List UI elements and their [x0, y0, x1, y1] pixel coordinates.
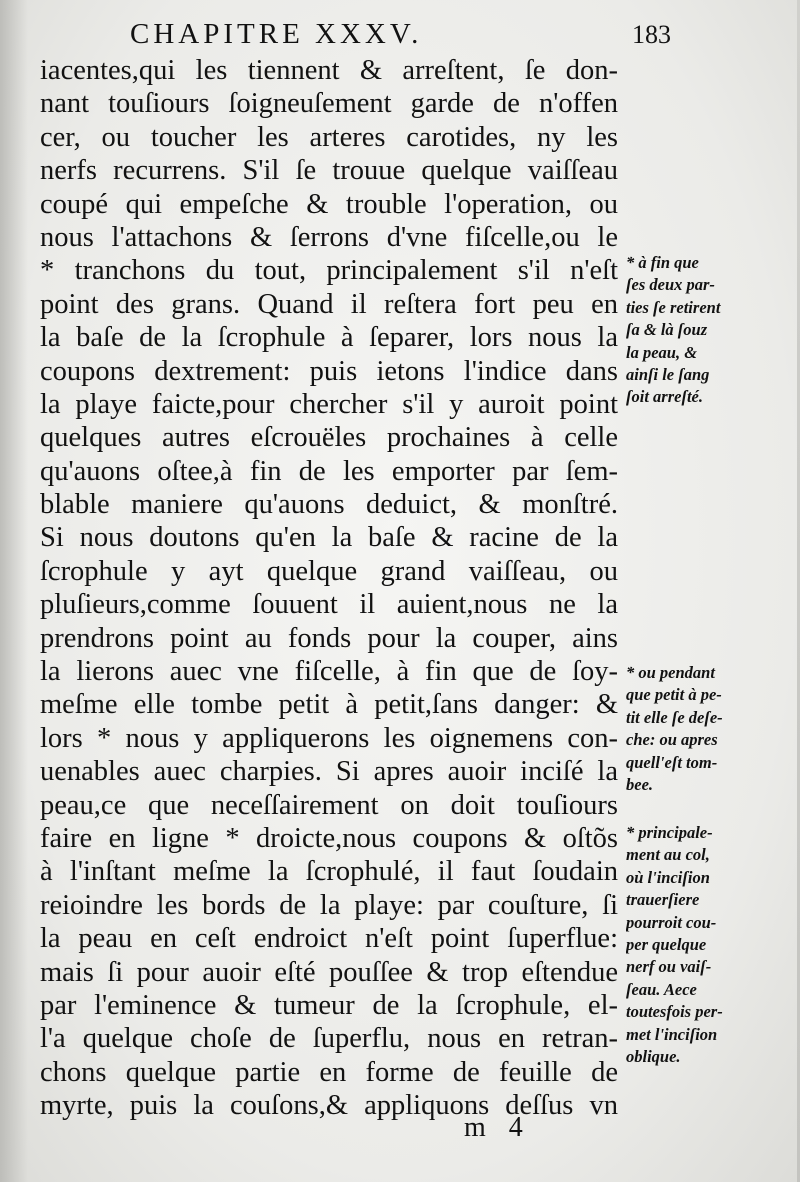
text-line: peau,ce que neceſſairement on doit touſiours: [40, 789, 618, 821]
text-line: la baſe de la ſcrophule à ſeparer, lors nous la: [40, 322, 618, 354]
margin-note-line: ment au col,: [626, 845, 710, 865]
text-line: la peau en ceſt endroict n'eſt point ſuperflue:: [40, 923, 618, 955]
margin-note-line: nerf ou vaiſ-: [626, 957, 712, 977]
margin-note-line: tit elle ſe deſe-: [626, 707, 723, 727]
margin-note-line: oblique.: [626, 1046, 681, 1066]
text-line: * tranchons du tout, principalement s'il n'eſt: [40, 255, 618, 287]
margin-note-line: bee.: [626, 774, 654, 794]
text-line: mais ſi pour auoir eſté pouſſee & trop eſtendue: [40, 956, 618, 988]
margin-note-line: trauerſiere: [626, 890, 700, 910]
text-line: pluſieurs,comme ſouuent il auient,nous ne la: [40, 589, 618, 621]
text-line: point des grans. Quand il reſtera fort peu en: [40, 288, 618, 320]
margin-note-3: [626, 822, 798, 1068]
text-line: à l'inſtant meſme la ſcrophulé, il faut ſoudain: [40, 856, 618, 888]
text-line: qu'auons oſtee,à fin de les emporter par ſem-: [40, 455, 618, 487]
text-line: la playe faicte,pour chercher s'il y auroit point: [40, 388, 618, 420]
text-line: coupé qui empeſche & trouble l'operation, ou: [40, 188, 618, 220]
margin-note-line: ſes deux par-: [626, 275, 715, 295]
margin-note-line: pourroit cou-: [626, 912, 717, 932]
margin-note-line: ties ſe retirent: [626, 297, 721, 317]
margin-note-line: quell'eſt tom-: [626, 752, 718, 772]
text-line: la lierons auec vne fiſcelle, à fin que de ſoy-: [40, 656, 618, 688]
text-line: quelques autres eſcrouëles prochaines à celle: [40, 422, 618, 454]
text-line: par l'eminence & tumeur de la ſcrophule, el-: [40, 989, 618, 1021]
main-text-column: [40, 54, 618, 1123]
text-line: nerfs recurrens. S'il ſe trouue quelque vaiſſeau: [40, 155, 618, 187]
text-line: blable maniere qu'auons deduict, & monſtré.: [40, 489, 618, 521]
text-line: faire en ligne * droicte,nous coupons & oſtõs: [40, 822, 618, 854]
margin-note-line: ſa & là ſouz: [626, 320, 708, 340]
margin-note-line: ainſi le ſang: [626, 364, 710, 384]
text-line: chons quelque partie en forme de feuille de: [40, 1056, 618, 1088]
text-line: myrte, puis la couſons,& appliquons deſſus vn: [40, 1090, 618, 1122]
text-line: meſme elle tombe petit à petit,ſans danger: &: [40, 689, 618, 721]
text-line: ſcrophule y ayt quelque grand vaiſſeau, ou: [40, 555, 618, 587]
signature-mark: m 4: [464, 1112, 531, 1143]
margin-note-line: per quelque: [626, 934, 707, 954]
text-line: cer, ou toucher les arteres carotides, ny les: [40, 121, 618, 153]
margin-note-line: ſeau. Aece: [626, 979, 697, 999]
margin-note-line: che: ou apres: [626, 730, 718, 750]
text-line: lors * nous y appliquerons les oignemens con-: [40, 722, 618, 754]
text-line: coupons dextrement: puis ietons l'indice dans: [40, 355, 618, 387]
margin-note-line: la peau, &: [626, 342, 698, 362]
text-line: Si nous doutons qu'en la baſe & racine de la: [40, 522, 618, 554]
text-line: uenables auec charpies. Si apres auoir inciſé la: [40, 756, 618, 788]
text-line: prendrons point au fonds pour la couper, ains: [40, 622, 618, 654]
margin-note-1: [626, 252, 798, 409]
margin-note-line: met l'inciſion: [626, 1024, 718, 1044]
margin-note-line: ſoit arreſté.: [626, 387, 703, 407]
margin-note-2: [626, 662, 798, 796]
text-line: l'a quelque choſe de ſuperflu, nous en retran-: [40, 1023, 618, 1055]
page-binding-shadow: [0, 0, 28, 1182]
text-line: nous l'attachons & ſerrons d'vne fiſcelle,ou le: [40, 221, 618, 253]
text-line: nant touſiours ſoigneuſement garde de n'offen: [40, 88, 618, 120]
page-number: 183: [632, 20, 671, 49]
text-line: reioindre les bords de la playe: par couſture, ſi: [40, 889, 618, 921]
margin-note-line: * principale-: [626, 823, 713, 842]
running-title: CHAPITRE XXXV.: [130, 18, 423, 50]
margin-note-line: * à fin que: [626, 253, 699, 272]
text-line: iacentes,qui les tiennent & arreſtent, ſe don-: [40, 55, 618, 86]
margin-note-line: où l'inciſion: [626, 867, 710, 887]
margin-note-line: * ou pendant: [626, 663, 715, 682]
margin-note-line: toutesfois per-: [626, 1002, 723, 1022]
margin-note-line: que petit à pe-: [626, 685, 722, 705]
